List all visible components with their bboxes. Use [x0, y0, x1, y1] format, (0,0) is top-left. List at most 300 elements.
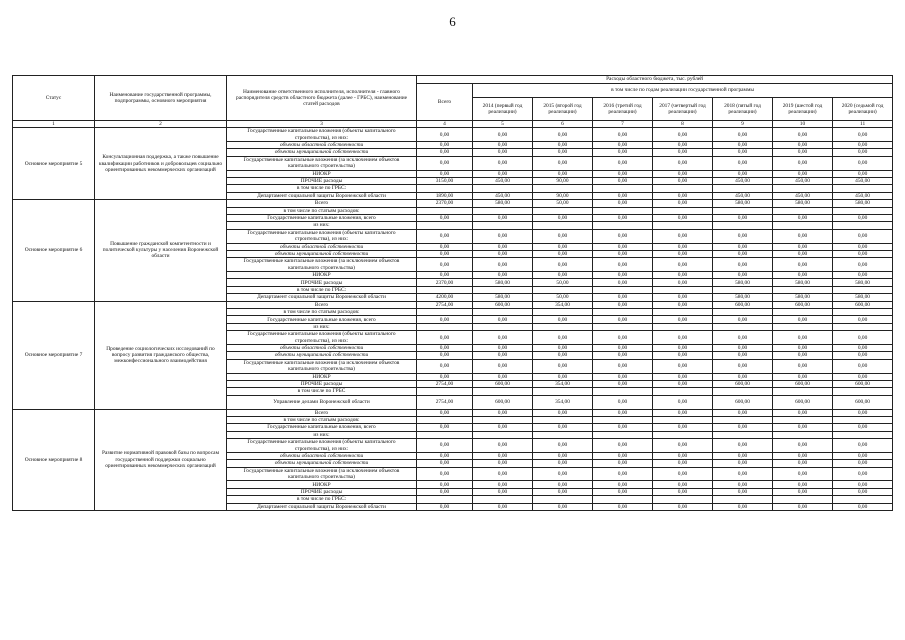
total-value-cell: 2754,00	[417, 380, 473, 387]
year-value-cell: 0,00	[653, 250, 713, 257]
year-value-cell	[653, 309, 713, 316]
year-value-cell: 0,00	[653, 481, 713, 488]
year-value-cell: 580,00	[713, 200, 773, 207]
year-value-cell: 0,00	[593, 250, 653, 257]
year-value-cell: 0,00	[593, 352, 653, 359]
year-value-cell: 0,00	[533, 424, 593, 431]
year-value-cell	[593, 416, 653, 423]
expense-item-cell: Государственные капитальные вложения (за исключением объектов капитального строительства)	[227, 258, 417, 272]
header-total: Всего	[417, 84, 473, 121]
year-value-cell: 0,00	[773, 170, 833, 177]
year-value-cell	[833, 286, 893, 293]
year-value-cell: 0,00	[533, 359, 593, 373]
year-value-cell: 0,00	[833, 352, 893, 359]
header-year: 2016 (третий год реализации)	[593, 98, 653, 121]
year-value-cell: 600,00	[773, 380, 833, 387]
year-value-cell	[593, 222, 653, 229]
column-number: 10	[773, 121, 833, 128]
year-value-cell: 0,00	[473, 142, 533, 149]
total-value-cell: 0,00	[417, 359, 473, 373]
year-value-cell: 450,00	[713, 192, 773, 199]
year-value-cell: 0,00	[593, 192, 653, 199]
column-number: 1	[13, 121, 95, 128]
expense-item-cell: в том числе по ГРБС:	[227, 286, 417, 293]
expense-item-cell: НИОКР	[227, 170, 417, 177]
year-value-cell: 0,00	[533, 481, 593, 488]
year-value-cell: 0,00	[473, 214, 533, 221]
year-value-cell	[473, 416, 533, 423]
year-value-cell	[533, 323, 593, 330]
year-value-cell: 0,00	[473, 156, 533, 170]
year-value-cell: 0,00	[653, 331, 713, 345]
total-value-cell: 0,00	[417, 214, 473, 221]
year-value-cell: 600,00	[833, 395, 893, 409]
year-value-cell	[713, 185, 773, 192]
year-value-cell	[773, 309, 833, 316]
total-value-cell: 0,00	[417, 229, 473, 243]
total-value-cell	[417, 286, 473, 293]
year-value-cell: 0,00	[593, 301, 653, 308]
year-value-cell: 0,00	[473, 149, 533, 156]
year-value-cell: 0,00	[593, 488, 653, 495]
year-value-cell: 50,00	[533, 294, 593, 301]
year-value-cell: 0,00	[653, 170, 713, 177]
year-value-cell: 0,00	[713, 128, 773, 142]
expense-item-cell: НИОКР	[227, 373, 417, 380]
year-value-cell: 0,00	[713, 229, 773, 243]
year-value-cell	[473, 222, 533, 229]
year-value-cell: 0,00	[833, 170, 893, 177]
expense-item-cell: Управление делами Воронежской области	[227, 395, 417, 409]
header-executor: Наименование ответственного исполнителя, исполнителя - главного распорядителя средств областного бюджета (далее - ГРБС), наименование статей расходов	[227, 76, 417, 121]
program-cell: Проведение социологических исследований по вопросу развития гражданского общества, межконфессионального взаимодействия	[95, 301, 227, 409]
header-budget-title: Расходы областного бюджета, тыс. рублей	[417, 76, 893, 84]
year-value-cell: 0,00	[653, 439, 713, 453]
year-value-cell	[773, 286, 833, 293]
year-value-cell: 0,00	[833, 460, 893, 467]
year-value-cell	[533, 286, 593, 293]
year-value-cell: 0,00	[593, 128, 653, 142]
year-value-cell	[533, 431, 593, 438]
year-value-cell	[773, 431, 833, 438]
year-value-cell: 0,00	[773, 331, 833, 345]
year-value-cell: 0,00	[833, 359, 893, 373]
expense-item-cell: объекты муниципальной собственности	[227, 460, 417, 467]
year-value-cell: 0,00	[593, 200, 653, 207]
year-value-cell	[773, 185, 833, 192]
year-value-cell: 0,00	[833, 316, 893, 323]
expense-item-cell: из них:	[227, 323, 417, 330]
year-value-cell	[653, 416, 713, 423]
year-value-cell: 0,00	[773, 142, 833, 149]
year-value-cell: 0,00	[773, 481, 833, 488]
column-number: 8	[653, 121, 713, 128]
column-number: 4	[417, 121, 473, 128]
year-value-cell: 0,00	[653, 142, 713, 149]
year-value-cell: 0,00	[773, 345, 833, 352]
year-value-cell: 0,00	[533, 272, 593, 279]
total-value-cell: 3150,00	[417, 177, 473, 184]
total-value-cell	[417, 185, 473, 192]
expense-item-cell: Департамент социальной защиты Воронежской области	[227, 294, 417, 301]
expense-item-cell: Государственные капитальные вложения, всего	[227, 316, 417, 323]
total-value-cell: 0,00	[417, 452, 473, 459]
year-value-cell: 580,00	[773, 200, 833, 207]
year-value-cell: 600,00	[833, 301, 893, 308]
status-cell: Основное мероприятие 6	[13, 200, 95, 302]
year-value-cell: 0,00	[833, 128, 893, 142]
table-header	[13, 76, 893, 128]
year-value-cell: 0,00	[653, 380, 713, 387]
year-value-cell: 600,00	[473, 395, 533, 409]
year-value-cell: 0,00	[713, 359, 773, 373]
year-value-cell: 580,00	[473, 279, 533, 286]
program-cell: Развитие нормативной правовой базы по вопросам государственной поддержки социально ориентированных некоммерческих организаций	[95, 409, 227, 511]
year-value-cell: 0,00	[833, 250, 893, 257]
expense-item-cell: ПРОЧИЕ расходы	[227, 488, 417, 495]
year-value-cell: 0,00	[473, 409, 533, 416]
year-value-cell: 0,00	[833, 156, 893, 170]
column-number: 6	[533, 121, 593, 128]
year-value-cell: 50,00	[533, 279, 593, 286]
expense-item-cell: в том числе по ГРБС	[227, 388, 417, 395]
year-value-cell: 0,00	[713, 352, 773, 359]
total-value-cell: 0,00	[417, 352, 473, 359]
year-value-cell	[773, 323, 833, 330]
year-value-cell	[713, 207, 773, 214]
year-value-cell: 0,00	[653, 177, 713, 184]
program-cell: Повышение гражданской компетентности и политической культуры у населения Воронежской области	[95, 200, 227, 302]
year-value-cell: 0,00	[773, 409, 833, 416]
year-value-cell: 0,00	[473, 258, 533, 272]
total-value-cell: 4200,00	[417, 294, 473, 301]
header-year: 2017 (четвертый год реализации)	[653, 98, 713, 121]
year-value-cell	[653, 323, 713, 330]
total-value-cell: 0,00	[417, 156, 473, 170]
total-value-cell: 2754,00	[417, 301, 473, 308]
year-value-cell: 0,00	[533, 503, 593, 510]
year-value-cell: 0,00	[473, 250, 533, 257]
expense-item-cell: ПРОЧИЕ расходы	[227, 380, 417, 387]
total-value-cell: 0,00	[417, 142, 473, 149]
year-value-cell: 0,00	[473, 467, 533, 481]
year-value-cell: 600,00	[833, 380, 893, 387]
expense-item-cell: объекты муниципальной собственности	[227, 250, 417, 257]
year-value-cell: 580,00	[713, 294, 773, 301]
year-value-cell: 0,00	[833, 481, 893, 488]
year-value-cell: 0,00	[653, 294, 713, 301]
year-value-cell: 0,00	[593, 380, 653, 387]
year-value-cell: 0,00	[653, 395, 713, 409]
year-value-cell: 0,00	[593, 294, 653, 301]
total-value-cell: 0,00	[417, 488, 473, 495]
year-value-cell	[653, 222, 713, 229]
year-value-cell: 354,00	[533, 380, 593, 387]
year-value-cell: 580,00	[833, 200, 893, 207]
expense-item-cell: в том числе по статьям расходов:	[227, 309, 417, 316]
year-value-cell	[533, 207, 593, 214]
total-value-cell: 0,00	[417, 439, 473, 453]
year-value-cell: 450,00	[713, 177, 773, 184]
year-value-cell	[473, 309, 533, 316]
year-value-cell: 0,00	[593, 229, 653, 243]
year-value-cell: 0,00	[593, 272, 653, 279]
year-value-cell: 600,00	[473, 380, 533, 387]
total-value-cell: 0,00	[417, 170, 473, 177]
program-cell: Консультационная поддержка, а также повышение квалификации работников и добровольцев социально ориентированных некоммерческих организаций	[95, 128, 227, 200]
year-value-cell	[713, 496, 773, 503]
year-value-cell: 0,00	[653, 229, 713, 243]
year-value-cell: 0,00	[773, 272, 833, 279]
year-value-cell	[473, 431, 533, 438]
status-cell: Основное мероприятие 8	[13, 409, 95, 511]
year-value-cell: 0,00	[773, 250, 833, 257]
expense-item-cell: Государственные капитальные вложения (объекты капитального строительства), из них:	[227, 128, 417, 142]
year-value-cell: 450,00	[773, 177, 833, 184]
year-value-cell: 0,00	[713, 424, 773, 431]
year-value-cell: 580,00	[713, 279, 773, 286]
expense-item-cell: Государственные капитальные вложения (за исключением объектов капитального строительства)	[227, 359, 417, 373]
year-value-cell: 0,00	[713, 481, 773, 488]
year-value-cell	[653, 496, 713, 503]
year-value-cell: 0,00	[473, 359, 533, 373]
expense-item-cell: НИОКР	[227, 481, 417, 488]
year-value-cell: 580,00	[833, 279, 893, 286]
year-value-cell: 0,00	[653, 373, 713, 380]
year-value-cell: 0,00	[473, 460, 533, 467]
year-value-cell	[533, 388, 593, 395]
year-value-cell: 0,00	[653, 488, 713, 495]
year-value-cell: 0,00	[533, 409, 593, 416]
year-value-cell: 0,00	[473, 424, 533, 431]
year-value-cell: 0,00	[833, 452, 893, 459]
year-value-cell: 0,00	[533, 258, 593, 272]
year-value-cell: 0,00	[473, 128, 533, 142]
year-value-cell: 0,00	[473, 331, 533, 345]
year-value-cell	[533, 496, 593, 503]
year-value-cell: 0,00	[833, 409, 893, 416]
year-value-cell: 0,00	[653, 345, 713, 352]
year-value-cell: 0,00	[773, 359, 833, 373]
year-value-cell: 450,00	[833, 192, 893, 199]
expense-item-cell: Государственные капитальные вложения (за исключением объектов капитального строительства)	[227, 467, 417, 481]
year-value-cell	[833, 431, 893, 438]
column-number: 11	[833, 121, 893, 128]
year-value-cell: 0,00	[653, 460, 713, 467]
header-year: 2020 (седьмой год реализации)	[833, 98, 893, 121]
year-value-cell: 0,00	[773, 352, 833, 359]
year-value-cell: 0,00	[653, 258, 713, 272]
year-value-cell: 0,00	[473, 170, 533, 177]
year-value-cell	[833, 416, 893, 423]
header-program: Наименование государственной программы, подпрограммы, основного мероприятия	[95, 76, 227, 121]
expense-item-cell: объекты муниципальной собственности	[227, 352, 417, 359]
year-value-cell	[533, 222, 593, 229]
expense-item-cell: в том числе по ГРБС:	[227, 185, 417, 192]
total-value-cell	[417, 309, 473, 316]
expense-item-cell: объекты муниципальной собственности	[227, 149, 417, 156]
year-value-cell: 0,00	[533, 229, 593, 243]
header-year: 2014 (первый год реализации)	[473, 98, 533, 121]
year-value-cell	[533, 185, 593, 192]
year-value-cell: 0,00	[833, 149, 893, 156]
year-value-cell: 600,00	[713, 395, 773, 409]
total-value-cell: 2754,00	[417, 395, 473, 409]
year-value-cell: 0,00	[773, 460, 833, 467]
year-value-cell: 600,00	[713, 301, 773, 308]
year-value-cell: 0,00	[533, 452, 593, 459]
year-value-cell: 0,00	[593, 177, 653, 184]
year-value-cell: 0,00	[833, 373, 893, 380]
year-value-cell	[773, 416, 833, 423]
table-body	[13, 128, 893, 511]
total-value-cell	[417, 496, 473, 503]
year-value-cell: 0,00	[833, 272, 893, 279]
total-value-cell: 0,00	[417, 316, 473, 323]
year-value-cell: 0,00	[593, 170, 653, 177]
year-value-cell	[533, 309, 593, 316]
year-value-cell: 0,00	[533, 250, 593, 257]
expense-item-cell: объекты областной собственности	[227, 243, 417, 250]
table-row	[13, 409, 893, 416]
year-value-cell: 0,00	[653, 503, 713, 510]
total-value-cell: 0,00	[417, 243, 473, 250]
year-value-cell: 0,00	[473, 452, 533, 459]
expense-item-cell: Государственные капитальные вложения (за исключением объектов капитального строительства)	[227, 156, 417, 170]
year-value-cell: 0,00	[653, 424, 713, 431]
total-value-cell: 1890,00	[417, 192, 473, 199]
year-value-cell	[653, 185, 713, 192]
total-value-cell: 0,00	[417, 345, 473, 352]
table-row	[13, 128, 893, 142]
year-value-cell: 0,00	[653, 156, 713, 170]
year-value-cell: 0,00	[473, 439, 533, 453]
year-value-cell: 0,00	[713, 243, 773, 250]
year-value-cell: 0,00	[653, 192, 713, 199]
year-value-cell: 450,00	[833, 177, 893, 184]
year-value-cell: 0,00	[653, 272, 713, 279]
year-value-cell: 0,00	[533, 331, 593, 345]
year-value-cell: 0,00	[533, 316, 593, 323]
year-value-cell: 0,00	[533, 373, 593, 380]
year-value-cell: 0,00	[773, 149, 833, 156]
year-value-cell	[653, 207, 713, 214]
year-value-cell: 0,00	[773, 503, 833, 510]
table-row	[13, 200, 893, 207]
expense-item-cell: Государственные капитальные вложения (объекты капитального строительства), из них:	[227, 331, 417, 345]
year-value-cell: 0,00	[713, 345, 773, 352]
total-value-cell: 0,00	[417, 149, 473, 156]
year-value-cell: 580,00	[773, 279, 833, 286]
total-value-cell: 0,00	[417, 409, 473, 416]
total-value-cell	[417, 431, 473, 438]
expense-item-cell: Всего	[227, 200, 417, 207]
year-value-cell	[593, 323, 653, 330]
total-value-cell: 0,00	[417, 272, 473, 279]
year-value-cell: 450,00	[473, 192, 533, 199]
year-value-cell: 0,00	[713, 156, 773, 170]
year-value-cell: 0,00	[773, 128, 833, 142]
year-value-cell: 0,00	[533, 214, 593, 221]
year-value-cell: 0,00	[713, 170, 773, 177]
year-value-cell: 0,00	[713, 439, 773, 453]
year-value-cell: 0,00	[593, 395, 653, 409]
year-value-cell: 450,00	[773, 192, 833, 199]
header-status: Статус	[13, 76, 95, 121]
year-value-cell	[713, 309, 773, 316]
column-number: 7	[593, 121, 653, 128]
expense-item-cell: Государственные капитальные вложения, всего	[227, 214, 417, 221]
total-value-cell	[417, 207, 473, 214]
year-value-cell: 0,00	[533, 439, 593, 453]
year-value-cell	[593, 207, 653, 214]
year-value-cell: 0,00	[833, 258, 893, 272]
expense-item-cell: ПРОЧИЕ расходы	[227, 177, 417, 184]
year-value-cell: 0,00	[713, 142, 773, 149]
total-value-cell: 2370,00	[417, 200, 473, 207]
year-value-cell: 0,00	[713, 488, 773, 495]
total-value-cell: 0,00	[417, 460, 473, 467]
year-value-cell: 0,00	[593, 467, 653, 481]
year-value-cell: 450,00	[473, 177, 533, 184]
year-value-cell: 0,00	[593, 149, 653, 156]
year-value-cell	[473, 185, 533, 192]
year-value-cell: 0,00	[713, 467, 773, 481]
year-value-cell: 0,00	[833, 142, 893, 149]
year-value-cell: 0,00	[773, 258, 833, 272]
year-value-cell: 0,00	[773, 243, 833, 250]
expense-item-cell: ПРОЧИЕ расходы	[227, 279, 417, 286]
year-value-cell: 0,00	[833, 467, 893, 481]
year-value-cell: 0,00	[593, 156, 653, 170]
year-value-cell	[473, 323, 533, 330]
year-value-cell: 90,00	[533, 177, 593, 184]
year-value-cell: 0,00	[473, 352, 533, 359]
expense-item-cell: НИОКР	[227, 272, 417, 279]
year-value-cell: 0,00	[533, 345, 593, 352]
total-value-cell: 0,00	[417, 331, 473, 345]
total-value-cell: 0,00	[417, 258, 473, 272]
year-value-cell: 0,00	[653, 149, 713, 156]
column-number: 5	[473, 121, 533, 128]
column-number: 2	[95, 121, 227, 128]
expense-item-cell: Всего	[227, 409, 417, 416]
year-value-cell: 0,00	[593, 424, 653, 431]
year-value-cell: 90,00	[533, 192, 593, 199]
year-value-cell: 0,00	[653, 200, 713, 207]
year-value-cell: 0,00	[473, 488, 533, 495]
year-value-cell: 0,00	[473, 345, 533, 352]
year-value-cell	[713, 416, 773, 423]
year-value-cell: 0,00	[473, 503, 533, 510]
year-value-cell: 0,00	[593, 214, 653, 221]
year-value-cell: 0,00	[593, 460, 653, 467]
year-value-cell: 0,00	[653, 316, 713, 323]
total-value-cell	[417, 323, 473, 330]
header-years-title: в том числе по годам реализации государственной программы	[473, 84, 893, 98]
year-value-cell: 0,00	[713, 452, 773, 459]
year-value-cell: 0,00	[833, 243, 893, 250]
year-value-cell	[773, 388, 833, 395]
year-value-cell	[713, 388, 773, 395]
year-value-cell: 0,00	[593, 503, 653, 510]
year-value-cell: 0,00	[713, 316, 773, 323]
expense-item-cell: Государственные капитальные вложения, всего	[227, 424, 417, 431]
year-value-cell	[473, 388, 533, 395]
expense-item-cell: Государственные капитальные вложения (объекты капитального строительства), из них:	[227, 439, 417, 453]
total-value-cell: 0,00	[417, 481, 473, 488]
year-value-cell: 0,00	[773, 467, 833, 481]
